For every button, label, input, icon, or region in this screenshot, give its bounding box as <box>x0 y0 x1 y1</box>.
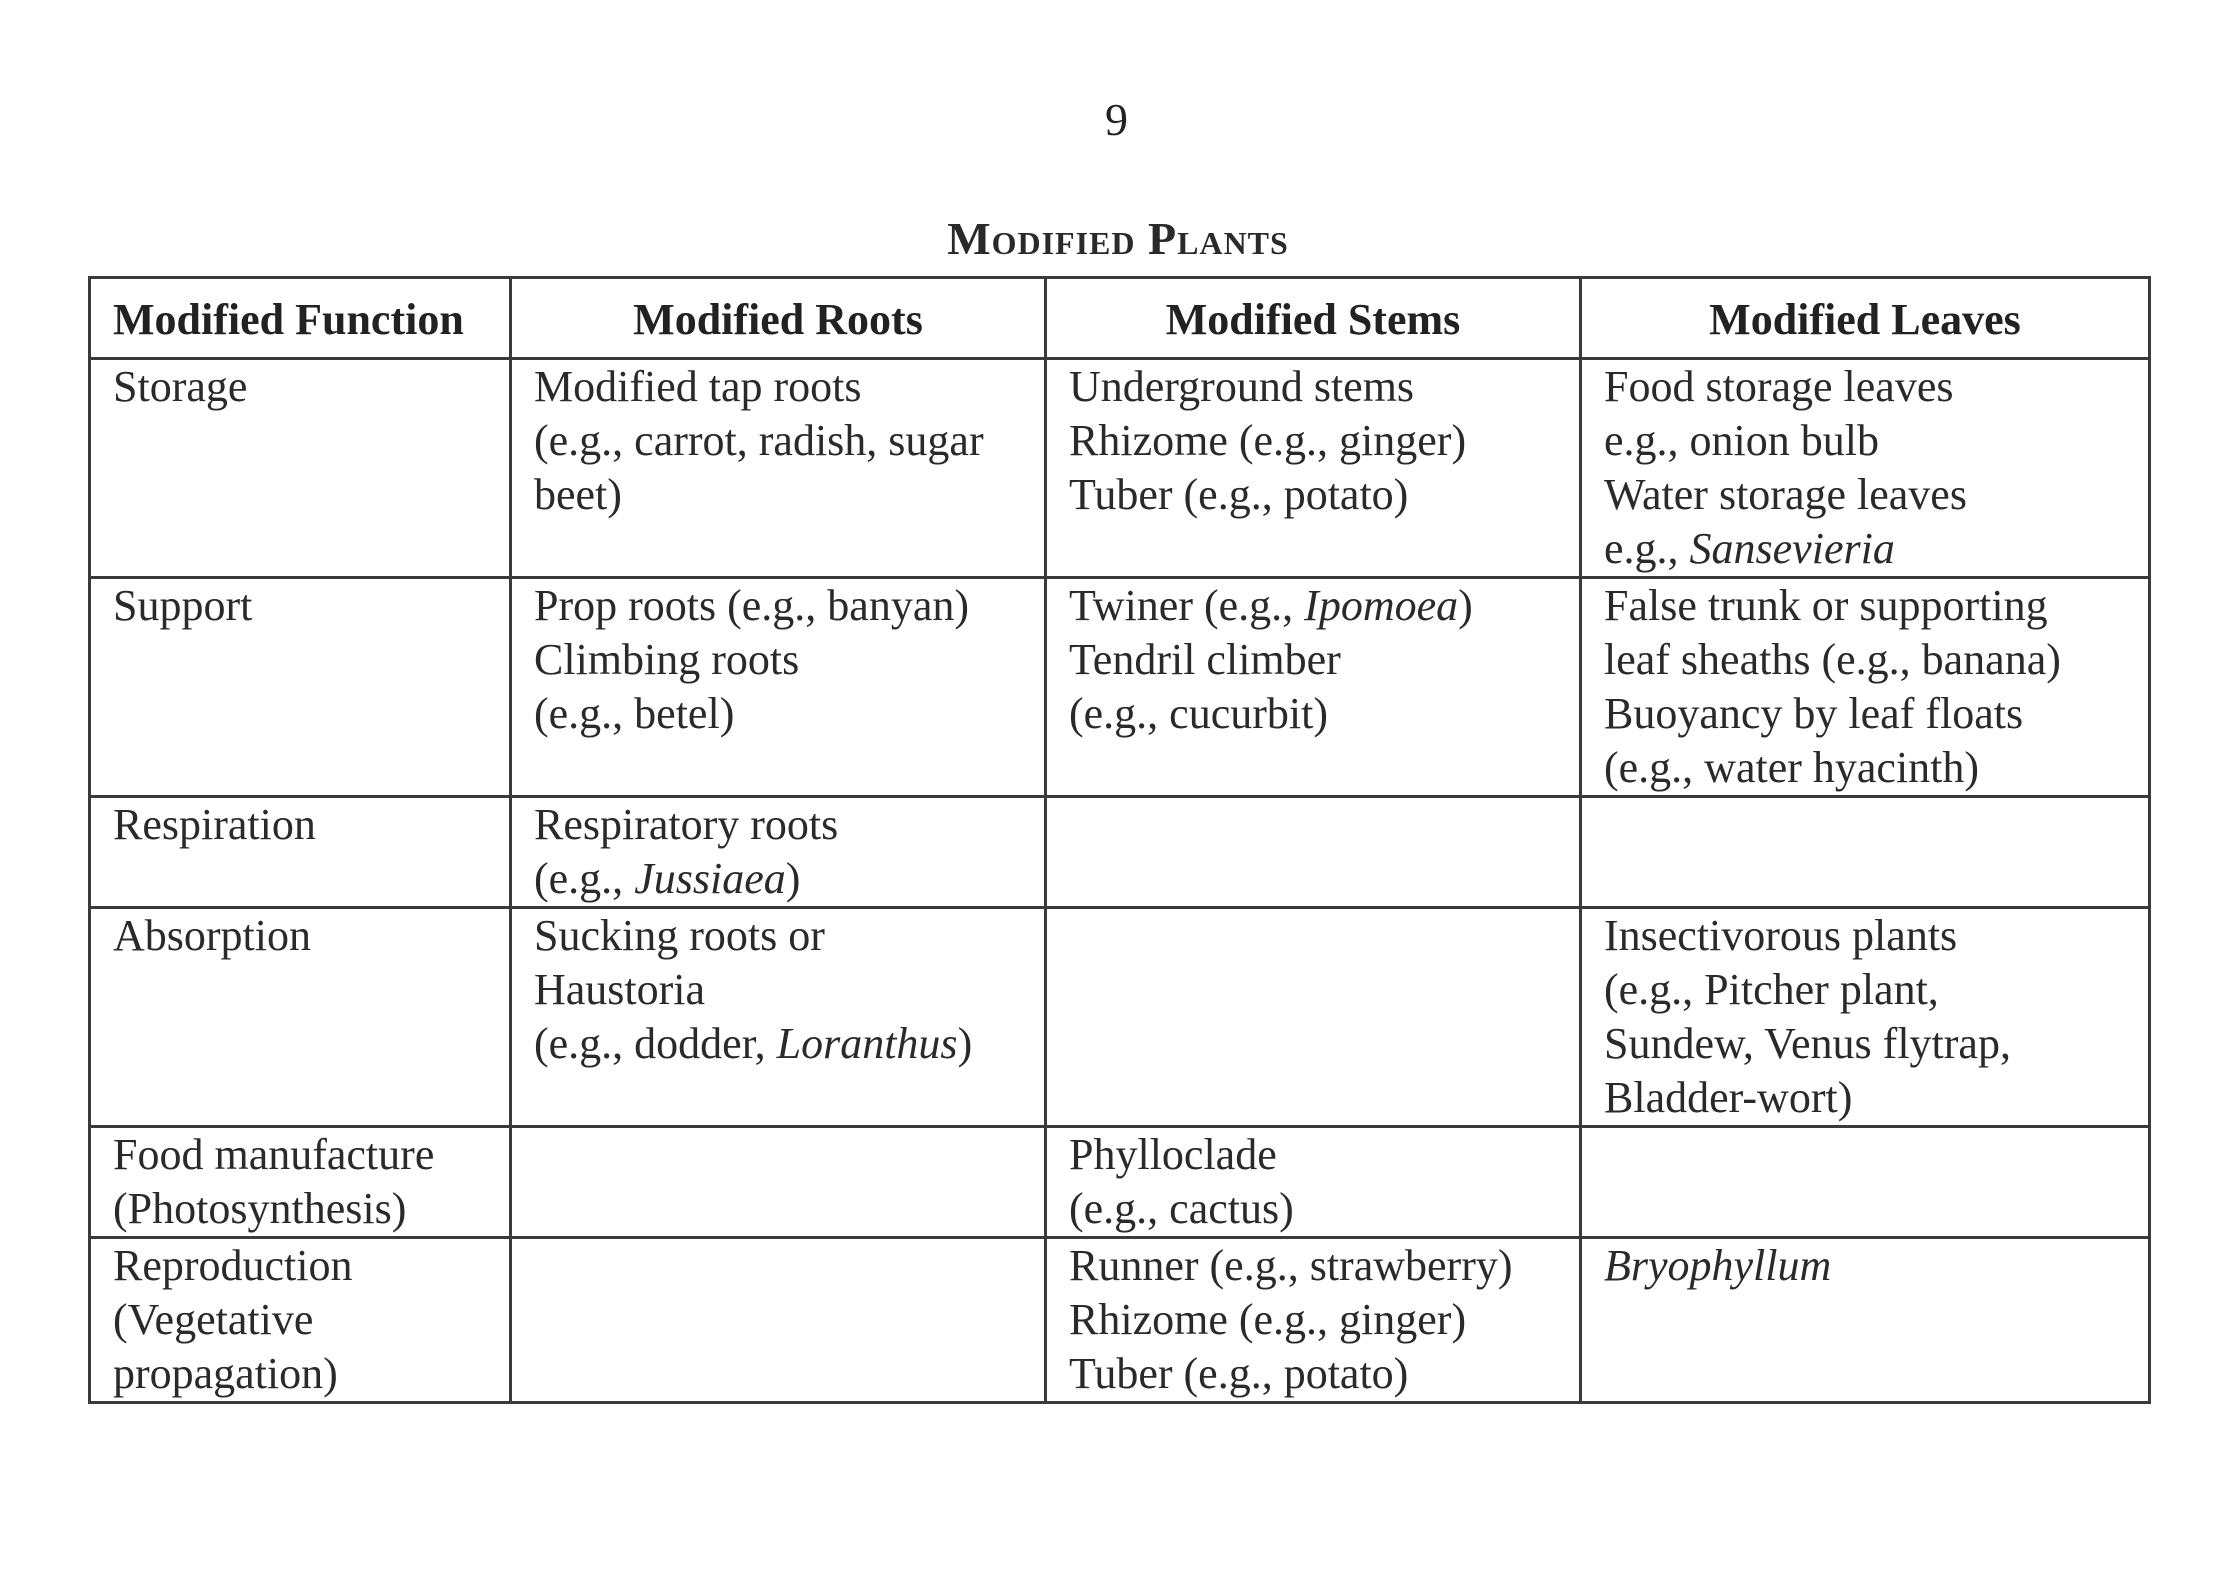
cell-function-absorption <box>90 908 511 1127</box>
cell-stems-respiration <box>1046 797 1581 908</box>
cell-text: leaf sheaths (e.g., banana) <box>1604 635 2061 684</box>
cell-stems-food-manufacture <box>1046 1127 1581 1238</box>
cell-text-part: (e.g., dodder, <box>534 1019 777 1068</box>
cell-leaves-food-manufacture <box>1581 1127 2150 1238</box>
cell-text <box>1604 522 2126 576</box>
cell-text: (e.g., cactus) <box>1069 1184 1294 1233</box>
cell-text: Food storage leaves <box>1604 362 1954 411</box>
cell-text: Modified tap roots <box>534 362 862 411</box>
cell-roots-storage <box>511 359 1046 578</box>
species-name: Bryophyllum <box>1604 1241 1832 1290</box>
cell-leaves-reproduction <box>1581 1238 2150 1403</box>
cell-text: Underground stems <box>1069 362 1415 411</box>
cell-stems-reproduction <box>1046 1238 1581 1403</box>
cell-text: Respiration <box>113 800 316 849</box>
header-modified-function: Modified Function <box>90 278 511 359</box>
cell-leaves-respiration <box>1581 797 2150 908</box>
header-modified-stems: Modified Stems <box>1046 278 1581 359</box>
table-row-absorption <box>90 908 2150 1127</box>
cell-function-food-manufacture <box>90 1127 511 1238</box>
cell-text: Phylloclade <box>1069 1130 1277 1179</box>
cell-text: (e.g., water hyacinth) <box>1604 743 1980 792</box>
table-row-reproduction <box>90 1238 2150 1403</box>
header-row <box>90 278 2150 359</box>
cell-function-support <box>90 578 511 797</box>
cell-text: Haustoria <box>534 965 706 1014</box>
table-row-support <box>90 578 2150 797</box>
cell-text <box>534 852 1022 906</box>
cell-text: Reproduction <box>113 1241 353 1290</box>
cell-text: Bladder-wort) <box>1604 1073 1853 1122</box>
cell-stems-absorption <box>1046 908 1581 1127</box>
cell-roots-food-manufacture <box>511 1127 1046 1238</box>
cell-stems-support <box>1046 578 1581 797</box>
cell-text: (Vegetative <box>113 1295 314 1344</box>
cell-text: Insectivorous plants <box>1604 911 1958 960</box>
table-row-food-manufacture <box>90 1127 2150 1238</box>
cell-text: e.g., onion bulb <box>1604 416 1879 465</box>
cell-text: Sundew, Venus flytrap, <box>1604 1019 2011 1068</box>
cell-text-part: ) <box>785 854 801 903</box>
species-name: Ipomoea <box>1304 581 1459 630</box>
cell-text: Prop roots (e.g., banyan) <box>534 581 970 630</box>
cell-text: Storage <box>113 362 248 411</box>
cell-text: beet) <box>534 470 622 519</box>
cell-stems-storage <box>1046 359 1581 578</box>
cell-function-reproduction <box>90 1238 511 1403</box>
cell-text: Absorption <box>113 911 311 960</box>
cell-text: Buoyancy by leaf floats <box>1604 689 2024 738</box>
cell-text: Sucking roots or <box>534 911 825 960</box>
cell-text: False trunk or supporting <box>1604 581 2048 630</box>
cell-roots-reproduction <box>511 1238 1046 1403</box>
cell-text: Water storage leaves <box>1604 470 1967 519</box>
cell-text: Climbing roots <box>534 635 800 684</box>
cell-text <box>534 1017 1022 1071</box>
cell-function-storage <box>90 359 511 578</box>
species-name: Sansevieria <box>1689 524 1895 573</box>
cell-text: Tuber (e.g., potato) <box>1069 1349 1409 1398</box>
cell-text: (e.g., cucurbit) <box>1069 689 1328 738</box>
modified-plants-table <box>88 276 2151 1404</box>
cell-text: (e.g., betel) <box>534 689 735 738</box>
cell-text: Rhizome (e.g., ginger) <box>1069 1295 1467 1344</box>
cell-text: Runner (e.g., strawberry) <box>1069 1241 1513 1290</box>
cell-text: Tuber (e.g., potato) <box>1069 470 1409 519</box>
cell-text: (e.g., carrot, radish, sugar <box>534 416 984 465</box>
cell-text: (Photosynthesis) <box>113 1184 407 1233</box>
cell-function-respiration <box>90 797 511 908</box>
cell-text-part: Twiner (e.g., <box>1069 581 1305 630</box>
header-modified-roots: Modified Roots <box>511 278 1046 359</box>
cell-roots-respiration <box>511 797 1046 908</box>
cell-text: Support <box>113 581 253 630</box>
species-name: Jussiaea <box>634 854 786 903</box>
table-row-respiration <box>90 797 2150 908</box>
cell-text-part: ) <box>957 1019 973 1068</box>
cell-text-part: (e.g., <box>534 854 635 903</box>
species-name: Loranthus <box>776 1019 958 1068</box>
cell-leaves-storage <box>1581 359 2150 578</box>
cell-text: Food manufacture <box>113 1130 435 1179</box>
cell-roots-absorption <box>511 908 1046 1127</box>
cell-text <box>1069 579 1557 633</box>
cell-text-part: ) <box>1458 581 1473 630</box>
cell-leaves-support <box>1581 578 2150 797</box>
page-number: 9 <box>1105 94 1128 145</box>
cell-text: propagation) <box>113 1349 338 1398</box>
cell-text: Rhizome (e.g., ginger) <box>1069 416 1467 465</box>
cell-roots-support <box>511 578 1046 797</box>
header-modified-leaves: Modified Leaves <box>1581 278 2150 359</box>
cell-text-part: e.g., <box>1604 524 1690 573</box>
cell-text: (e.g., Pitcher plant, <box>1604 965 1939 1014</box>
table-row-storage <box>90 359 2150 578</box>
cell-text: Respiratory roots <box>534 800 839 849</box>
cell-text: Tendril climber <box>1069 635 1341 684</box>
cell-leaves-absorption <box>1581 908 2150 1127</box>
table-title: Modified Plants <box>947 213 1289 264</box>
